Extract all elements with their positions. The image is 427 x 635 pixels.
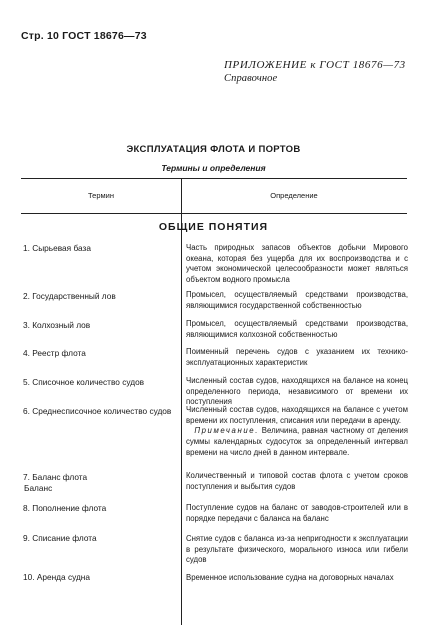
term-7-alt: Баланс — [24, 482, 53, 493]
term-1: 1. Сырьевая база — [23, 243, 91, 253]
term-7-main: 7. Баланс флота — [23, 472, 88, 482]
term-6: 6. Среднесписочное количество судов — [23, 406, 172, 416]
term-7 — [23, 472, 178, 494]
term-4: 4. Реестр флота — [23, 348, 86, 358]
page-header: Стр. 10 ГОСТ 18676—73 — [21, 30, 147, 42]
definition-2: Промысел, осуществляемый средствами производства, являющимися государственной собственностью — [186, 290, 408, 310]
note-label: Примечание. — [194, 426, 260, 436]
document-title: ЭКСПЛУАТАЦИЯ ФЛОТА И ПОРТОВ — [126, 144, 301, 155]
definition-1: Часть природных запасов объектов добычи Мирового океана, которая без ущерба для их воспроизводства и с учетом экономической целесообразности может являться объектом водного промысла — [186, 243, 408, 285]
appendix-title: ПРИЛОЖЕНИЕ к ГОСТ 18676—73 — [224, 59, 406, 71]
document-subtitle: Термины и определения — [161, 163, 266, 173]
term-5: 5. Списочное количество судов — [23, 377, 145, 387]
term-8: 8. Пополнение флота — [23, 503, 107, 513]
section-title: ОБЩИЕ ПОНЯТИЯ — [158, 221, 269, 233]
term-9: 9. Списание флота — [23, 533, 97, 543]
definition-10: Временное использование судна на договорных началах — [186, 573, 394, 582]
definition-6-text: Численный состав судов, находящихся на балансе с учетом времени их поступления, списания или передачи в аренду. — [186, 405, 408, 425]
definition-9: Снятие судов с баланса из-за непригодности к эксплуатации в результате физического, морального износа или гибели судов — [186, 534, 408, 565]
term-10: 10. Аренда судна — [23, 572, 91, 582]
definition-4: Поименный перечень судов с указанием их технико-эксплуатационных характеристик — [186, 347, 408, 367]
definition-3: Промысел, осуществляемый средствами производства, являющимися колхозной собственностью — [186, 319, 408, 339]
definition-6-note — [186, 426, 408, 458]
note-text: Величина, равная частному от деления суммы календарных судосуток за определенный интервал времени на число дней в данном интервале. — [186, 426, 408, 457]
column-header-definition: Определение — [270, 191, 318, 200]
table-header — [21, 178, 407, 214]
definition-7: Количественный и типовой состав флота с учетом сроков поступления и выбытия судов — [186, 471, 408, 491]
definition-5: Численный состав судов, находящихся на балансе на конец определенного периода, независимого от времени их поступления — [186, 376, 408, 407]
definition-8: Поступление судов на баланс от заводов-строителей или в порядке передачи с баланса на баланс — [186, 503, 408, 523]
definition-6 — [186, 405, 408, 459]
appendix-subtitle: Справочное — [224, 73, 278, 85]
column-header-term: Термин — [88, 191, 114, 200]
appendix-block — [224, 58, 406, 86]
term-3: 3. Колхозный лов — [23, 320, 91, 330]
term-2: 2. Государственный лов — [23, 291, 116, 301]
table-column-divider — [181, 212, 182, 625]
